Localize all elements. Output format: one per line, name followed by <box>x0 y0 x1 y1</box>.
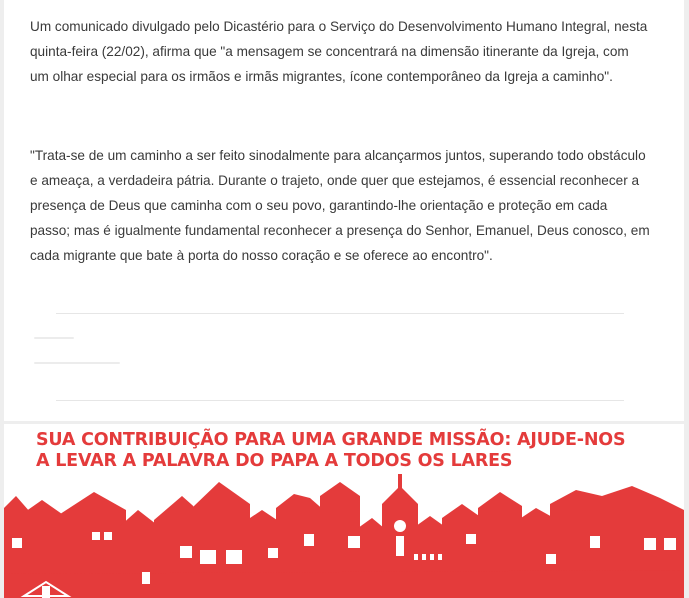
article-body <box>4 0 684 421</box>
banner-title: SUA CONTRIBUIÇÃO PARA UMA GRANDE MISSÃO: AJUDE-NOS A LEVAR A PALAVRA DO PAPA A TODOS OS LARES <box>36 430 626 471</box>
article-paragraph: "Trata-se de um caminho a ser feito sinodalmente para alcançarmos juntos, superando todo obstáculo e ameaça, a verdadeira pátria. Durante o trajeto, onde quer que estejamos, é essencial reconhecer a presença de Deus que caminha com o seu povo, garantindo-lhe orientação e proteção em cada passo; mas é igualmente fundamental reconhecer a presença do Senhor, Emanuel, Deus conosco, em cada migrante que bate à porta do nosso coração e se oferece ao encontro". <box>30 148 650 263</box>
donation-banner[interactable] <box>4 424 684 598</box>
faded-placeholder-line <box>34 337 74 339</box>
article-paragraph: Um comunicado divulgado pelo Dicastério para o Serviço do Desenvolvimento Humano Integral, nesta quinta-feira (22/02), afirma que "a mensagem se concentrará na dimensão itinerante da Igreja, com um olhar especial para os irmãos e irmãs migrantes, ícone contemporâneo da Igreja a caminho". <box>30 19 648 84</box>
faded-placeholder-line <box>34 362 120 364</box>
section-divider <box>56 400 624 401</box>
section-divider <box>56 313 624 314</box>
village-skyline-illustration <box>4 474 684 598</box>
